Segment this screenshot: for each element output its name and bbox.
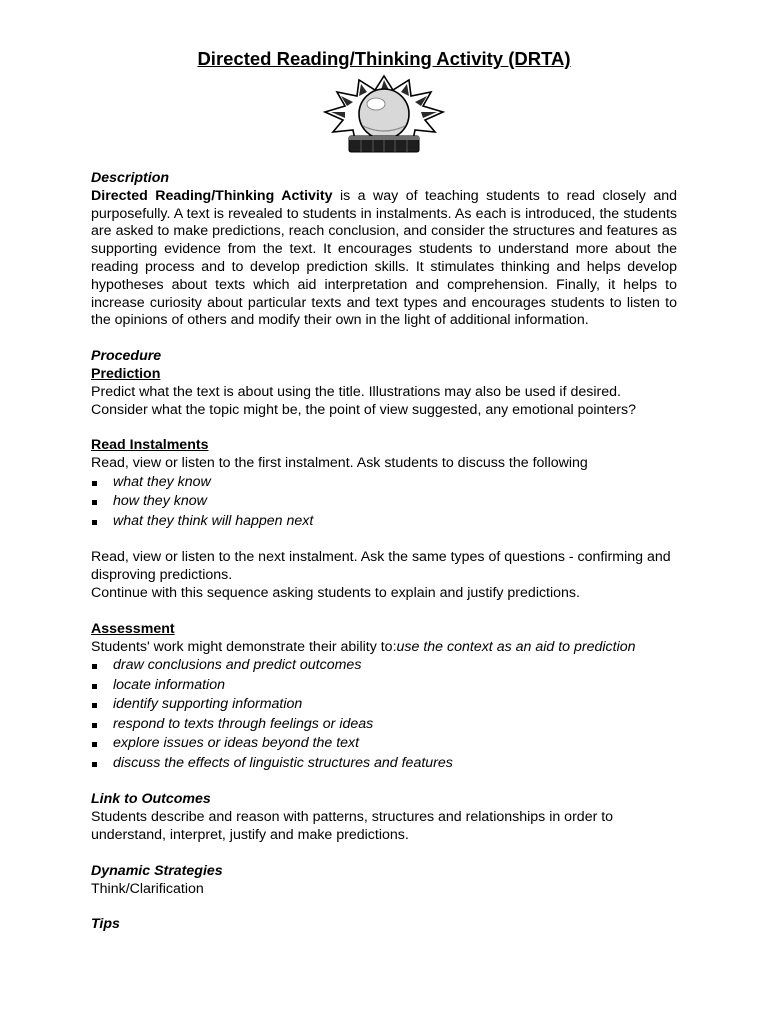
list-item: what they think will happen next [91, 512, 677, 532]
document-page [91, 48, 677, 934]
list-item: draw conclusions and predict outcomes [91, 656, 677, 676]
assessment-list [91, 656, 677, 773]
assessment-intro-text: Students' work might demonstrate their ability to: [91, 638, 397, 655]
outcomes-heading: Link to Outcomes [91, 791, 211, 808]
assessment-intro [91, 639, 677, 657]
outcomes-text: Students describe and reason with patterns, structures and relationships in order to understand, interpret, justify and make predictions. [91, 809, 614, 844]
strategies-text: Think/Clarification [91, 880, 204, 897]
read-instalments-list [91, 473, 677, 532]
strategies-heading: Dynamic Strategies [91, 862, 223, 879]
description-text: is a way of teaching students to read closely and purposefully. A text is revealed to students in instalments. As each is introduced, the students are asked to make predictions, reach conclusion, and consider the structures and features as supporting evidence from the text. It encourages students to understand more about the reading process and to develop prediction skills. It stimulates thinking and helps develop hypotheses about texts which aid interpretation and comprehension. Finally, it helps to increase curiosity about particular texts and text types and encourages students to listen to the opinions of others and modify their own in the light of additional information. [91, 187, 677, 329]
list-item: identify supporting information [91, 695, 677, 715]
tips-heading: Tips [91, 916, 120, 933]
read-instalments-heading: Read Instalments [91, 437, 209, 454]
prediction-text: Predict what the text is about using the title. Illustrations may also be used if desired. Consider what the topic might be, the point of view suggested, any emotional pointers? [91, 383, 636, 418]
assessment-heading: Assessment [91, 620, 175, 637]
read-instalments-continue: Continue with this sequence asking students to explain and justify predictions. [91, 585, 580, 602]
assessment-intro-italic: use the context as an aid to prediction [396, 638, 636, 655]
read-instalments-intro: Read, view or listen to the first instalment. Ask students to discuss the following [91, 455, 588, 472]
list-item: how they know [91, 492, 677, 512]
prediction-heading: Prediction [91, 365, 161, 382]
list-item: discuss the effects of linguistic structures and features [91, 754, 677, 774]
read-instalments-next: Read, view or listen to the next instalment. Ask the same types of questions - confirming and disproving predictions. [91, 549, 671, 584]
procedure-heading: Procedure [91, 348, 162, 365]
description-paragraph [91, 188, 677, 330]
document-title: Directed Reading/Thinking Activity (DRTA) [197, 48, 571, 69]
list-item: explore issues or ideas beyond the text [91, 734, 677, 754]
list-item: what they know [91, 473, 677, 493]
description-heading: Description [91, 170, 170, 186]
list-item: locate information [91, 676, 677, 696]
description-lead: Directed Reading/Thinking Activity [91, 187, 333, 204]
crystal-ball-icon [319, 74, 449, 156]
list-item: respond to texts through feelings or ideas [91, 715, 677, 735]
